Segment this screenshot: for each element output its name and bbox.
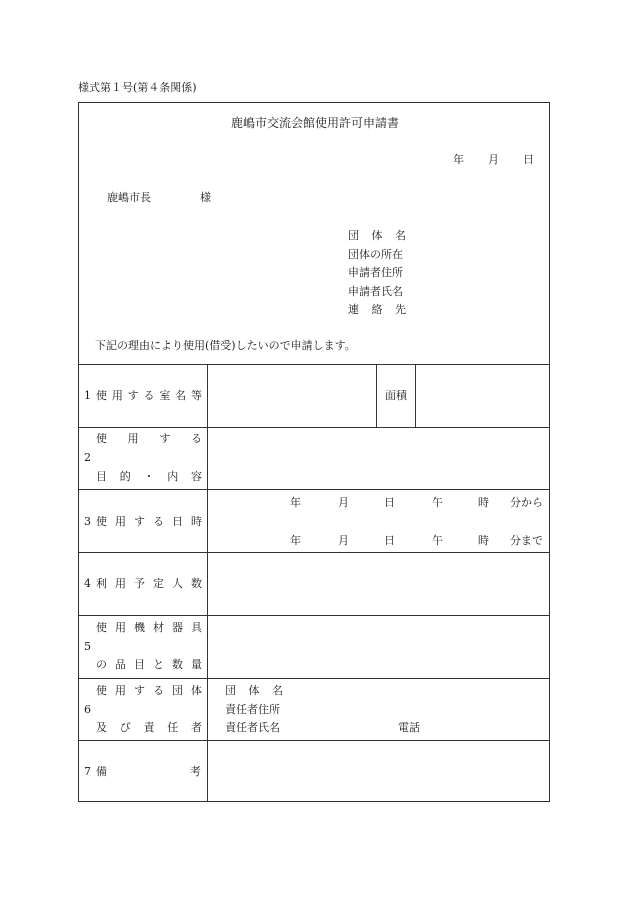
row-divider	[78, 552, 550, 553]
to-day: 日	[384, 534, 395, 547]
row2-label-line2: 目 的 ・ 内 容	[96, 470, 202, 483]
row7-label-left: 備	[96, 765, 107, 778]
from-month: 月	[338, 496, 349, 509]
row6-group-name-label: 団 体 名	[225, 684, 283, 697]
row6-label-line1: 使 用 す る 団 体	[96, 684, 202, 697]
row-divider	[78, 427, 550, 428]
label-column-divider	[207, 364, 208, 802]
to-month: 月	[338, 534, 349, 547]
row6-rep-name-label: 責任者氏名	[225, 721, 280, 734]
applicant-name-label: 申請者氏名	[348, 285, 403, 298]
addressee-honorific: 様	[200, 191, 211, 204]
from-day: 日	[384, 496, 395, 509]
applicant-group-name-label: 団 体 名	[348, 229, 406, 242]
applicant-address-label: 申請者住所	[348, 266, 403, 279]
from-ampm: 午	[432, 496, 443, 509]
row4-label: 利 用 予 定 人 数	[96, 577, 202, 590]
to-year: 年	[290, 534, 301, 547]
row7-number: 7	[84, 765, 91, 778]
row-divider	[78, 489, 550, 490]
to-ampm: 午	[432, 534, 443, 547]
to-minute: 分まで	[510, 534, 543, 547]
row-divider	[78, 615, 550, 616]
row1-number: 1	[84, 389, 91, 402]
row1-label: 使 用 す る 室 名 等	[96, 389, 202, 402]
row-divider	[78, 678, 550, 679]
row6-phone-label: 電話	[398, 721, 420, 734]
row7-label-right: 考	[190, 765, 201, 778]
area-divider-right	[415, 364, 416, 427]
area-label: 面積	[385, 389, 407, 402]
from-hour: 時	[478, 496, 489, 509]
row2-label-line1: 使 用 す る	[96, 432, 202, 445]
row3-number: 3	[84, 515, 91, 528]
addressee-name: 鹿嶋市長	[107, 191, 151, 204]
area-divider-left	[376, 364, 377, 427]
date-month-label: 月	[488, 153, 499, 166]
to-hour: 時	[478, 534, 489, 547]
row4-number: 4	[84, 577, 91, 590]
from-year: 年	[290, 496, 301, 509]
form-title: 鹿嶋市交流会館使用許可申請書	[230, 116, 399, 130]
row6-rep-address-label: 責任者住所	[225, 703, 280, 716]
row6-number: 6	[84, 703, 91, 716]
request-statement: 下記の理由により使用(借受)したいので申請します。	[95, 339, 356, 352]
row5-label-line2: の 品 目 と 数 量	[96, 658, 202, 671]
applicant-contact-label: 連 絡 先	[348, 303, 406, 316]
date-year-label: 年	[453, 153, 464, 166]
form-frame	[78, 102, 550, 802]
row2-number: 2	[84, 451, 91, 464]
form-number-note: 様式第１号(第４条関係)	[78, 81, 197, 94]
from-minute: 分から	[510, 496, 543, 509]
row-divider	[78, 364, 550, 365]
row5-number: 5	[84, 640, 91, 653]
row-divider	[78, 740, 550, 741]
date-day-label: 日	[523, 153, 534, 166]
applicant-group-location-label: 団体の所在	[348, 248, 403, 261]
row5-label-line1: 使 用 機 材 器 具	[96, 621, 202, 634]
row3-label: 使 用 す る 日 時	[96, 515, 202, 528]
row6-label-line2: 及 び 責 任 者	[96, 721, 202, 734]
